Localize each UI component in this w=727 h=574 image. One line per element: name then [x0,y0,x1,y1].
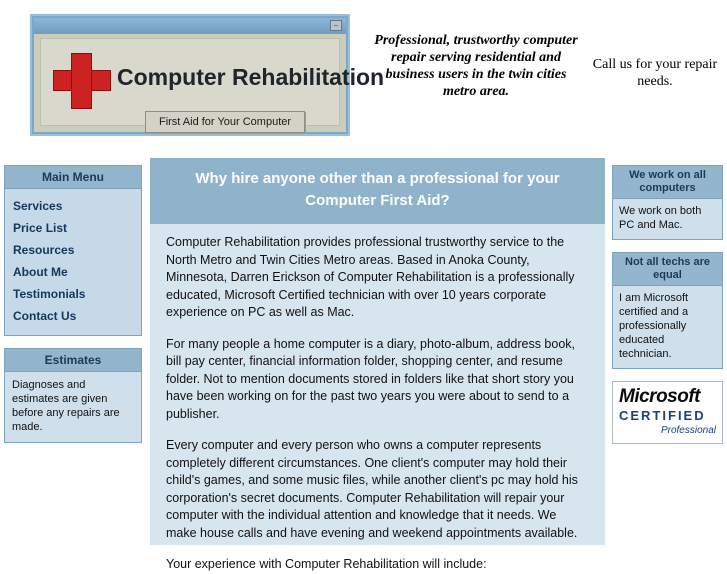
estimates-body: Diagnoses and estimates are given before any repairs are made. [5,372,141,442]
main-menu-panel [4,165,142,336]
minimize-icon[interactable]: – [330,20,342,31]
right-sidebar [612,165,723,444]
estimates-panel [4,348,142,443]
sidebar-item-contact-us[interactable] [5,305,141,327]
red-cross-icon [53,53,111,109]
logo-window [32,16,385,134]
paragraph-3: Every computer and every person who owns a computer represents completely different circumstances. One client's computer may hold their child's games, and some music files, while another client's pc may hold his corporation's secret documents. Computer Rehabilitation will repair your computer with the individual attention and knowledge that it needs. We make house calls and have evening and weekend appointments available. [166,438,578,540]
professional-label: Professional [660,425,716,436]
techs-panel [612,252,723,369]
sidebar-link-price-list[interactable]: Price List [13,221,68,235]
all-computers-title: We work on all computers [613,166,722,199]
sidebar-item-price-list[interactable] [5,217,141,239]
microsoft-wordmark: Microsoft [619,386,700,407]
company-name: Computer Rehabilitation [117,64,385,90]
sidebar-item-about-me[interactable] [5,261,141,283]
sidebar-link-testimonials[interactable]: Testimonials [13,287,86,301]
main-menu-list [5,189,141,335]
techs-body: I am Microsoft certified and a professionally educated technician. [619,292,689,360]
sidebar-item-testimonials[interactable] [5,283,141,305]
sidebar-link-services[interactable]: Services [13,199,63,213]
page-title: Why hire anyone other than a professional for your Computer First Aid? [150,158,605,224]
sidebar-item-services[interactable] [5,195,141,217]
sidebar-link-resources[interactable]: Resources [13,243,75,257]
header-tagline: Professional, trustworthy computer repair serving residential and business users in the twin cities metro area. [374,33,578,99]
logo-inner-panel [40,38,385,128]
certified-label: CERTIFIED [619,408,706,423]
techs-title: Not all techs are equal [613,253,722,286]
estimates-title: Estimates [5,349,141,372]
logo-title-bar [34,18,346,34]
site-header [0,0,727,148]
article-body [150,224,605,574]
paragraph-1: Computer Rehabilitation provides professional trustworthy service to the North Metro and Twin Cities Metro areas. Based in Anoka County, Minnesota, Darren Erickson of Computer Rehabilitation is a professionally educated, Microsoft Certified technician with over 10 years corporate experience on PC as well as Mac. [166,235,575,319]
main-content [150,158,605,571]
paragraph-4: Your experience with Computer Rehabilitation will include: [166,557,487,571]
all-computers-body: We work on both PC and Mac. [619,205,702,231]
all-computers-panel [612,165,723,240]
microsoft-certified-badge [612,381,723,444]
sidebar-link-contact-us[interactable]: Contact Us [13,309,77,323]
sidebar-link-about-me[interactable]: About Me [13,265,68,279]
left-sidebar [4,165,142,455]
sidebar-item-resources[interactable] [5,239,141,261]
main-menu-title: Main Menu [5,166,141,189]
header-call-text: Call us for your repair needs. [592,57,718,89]
paragraph-2: For many people a home computer is a diary, photo-album, address book, bill pay center, financial information folder, shopping center, and resume folder. Not to mention documents stored in folders like that short story you have been working on for the past two years you were about to send to a publisher. [166,336,576,421]
company-slogan: First Aid for Your Computer [145,111,305,133]
